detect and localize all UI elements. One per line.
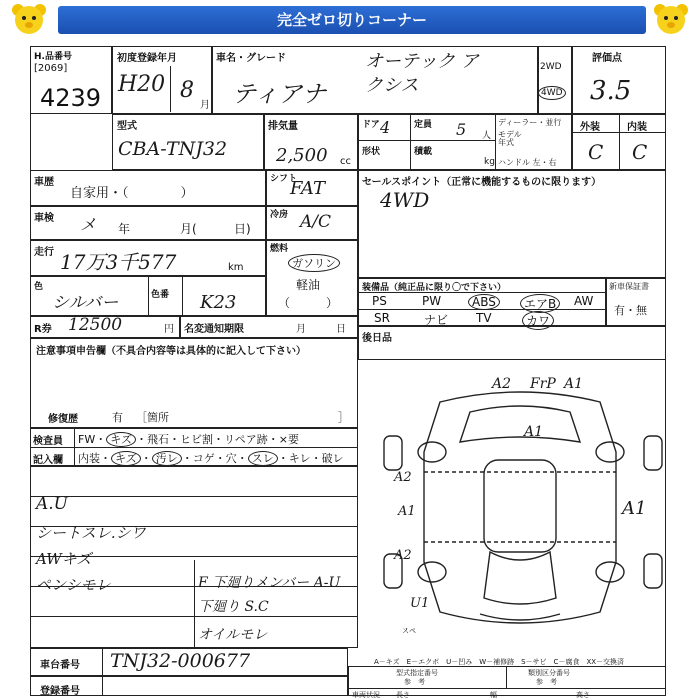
recycle-label: R券 [34, 324, 52, 335]
repair-place: ［箇所 [136, 411, 169, 424]
rating-value: 3.5 [590, 76, 632, 106]
model-grade: オーテック アクシス [365, 51, 479, 96]
ac-value: A/C [300, 212, 332, 232]
mark-front-a1: A1 [564, 376, 584, 392]
spec-right1: 類別区分番号 [528, 669, 570, 677]
repair-value: 有 [112, 411, 123, 424]
under-remark-2: 下廻り S.C [198, 599, 269, 615]
lot-sub-number: [2069] [34, 63, 68, 74]
spec-b3: 幅 [490, 691, 497, 699]
title-deadline-month: 月 [296, 324, 306, 335]
damage-legend: A－キズ E－エクボ U－凹み W－補修跡 S－サビ C－腐食 XX－交換済 [374, 658, 625, 666]
equip-tv: TV [476, 311, 492, 325]
registration-label: 登録番号 [40, 686, 80, 697]
chassis-value: TNJ32-000677 [110, 650, 251, 672]
dealer-label: ディーラー・並行 [498, 118, 562, 127]
spec-b2: 長さ [396, 691, 410, 699]
exterior-grade: C [588, 140, 604, 164]
type-value: CBA-TNJ32 [118, 138, 228, 160]
mascot-bear-icon-left [10, 2, 48, 36]
capacity-label: 定員 [414, 120, 433, 130]
mileage-unit: km [228, 262, 244, 273]
title-deadline-day: 日 [336, 324, 346, 335]
recycle-value: 12500 [68, 315, 123, 335]
remarks-line-1 [30, 496, 358, 497]
doors-label: ドア [362, 120, 380, 130]
inspection-label: 車検 [34, 213, 54, 224]
inspection-day: 日) [234, 222, 251, 236]
remark-2: シートスレ.シワ [36, 524, 146, 542]
mark-left-a2-lower: A2 [394, 548, 412, 563]
equip-sr: SR [374, 311, 390, 325]
usage-label: 車歴 [34, 177, 54, 188]
recycle-unit: 円 [164, 324, 174, 335]
equip-pw: PW [422, 294, 442, 308]
first-reg-year: H20 [118, 72, 166, 97]
spec-ref-divider [506, 666, 507, 688]
shift-value: FAT [290, 178, 325, 199]
spec-mid2: 参 考 [404, 678, 425, 686]
displacement-label: 排気量 [268, 121, 298, 132]
mark-rear-u1: U1 [410, 596, 430, 611]
after-list-cell [358, 326, 666, 360]
equip-navi: ナビ [424, 313, 449, 327]
remark-1: A.U [36, 494, 69, 514]
remarks-col-divider [194, 560, 195, 648]
first-reg-month: 8 [180, 78, 194, 103]
color-divider [148, 276, 149, 316]
shift-label: シフト [270, 174, 298, 184]
doors-divider [410, 114, 411, 170]
sales-point-label: セールスポイント（正常に機能するものに限ります） [362, 177, 602, 188]
mark-left-a2-upper: A2 [394, 470, 412, 485]
after-list-label: 後日品 [362, 333, 392, 344]
drive-2wd: 2WD [540, 62, 562, 72]
title-deadline-label: 名変通知期限 [184, 324, 244, 335]
ext-int-divider [619, 114, 620, 170]
exterior-label: 外装 [580, 122, 600, 133]
mileage-value: 17万3千577 [60, 250, 177, 274]
model-label: 車名・グレード [216, 53, 286, 64]
spec-right2: 参 考 [536, 678, 557, 686]
mark-front-frp: FrP [530, 376, 556, 392]
model-name: ティアナ [232, 80, 327, 108]
doors-value: 4 [380, 118, 391, 137]
capacity-value: 5 [456, 120, 467, 139]
fuel-bracket: （ ） [278, 296, 339, 310]
remark-4: ペンシモレ [36, 576, 111, 594]
interior-grade: C [632, 140, 648, 164]
ac-label: 冷房 [270, 210, 289, 220]
first-reg-divider [170, 66, 171, 112]
color-code: K23 [200, 292, 237, 313]
under-remark-3: オイルモレ [198, 627, 268, 643]
inspector-codes: FW・ キズ ・飛石・ヒビ割・リペア跡・×要 [78, 433, 299, 446]
mark-spare: スペ [402, 627, 416, 635]
repair-label: 修復歴 [48, 414, 78, 425]
mark-hood-a1: A1 [524, 424, 544, 440]
warranty-value: 有・無 [614, 304, 647, 317]
first-reg-label: 初度登録年月 [117, 53, 177, 64]
inspection-month: 月( [180, 222, 197, 236]
spec-mid1: 型式指定番号 [396, 669, 438, 677]
equip-leather: カワ [522, 311, 554, 330]
page-title: 完全ゼロ切りコーナー [58, 6, 646, 34]
inspector-label: 検査員 [33, 436, 63, 447]
repair-close: ］ [338, 411, 349, 424]
equip-aw: AW [574, 294, 594, 308]
first-reg-month-unit: 月 [200, 100, 210, 111]
color-code-label: 色番 [151, 290, 170, 300]
doors-row-divider [358, 140, 495, 141]
sales-point-value: 4WD [380, 188, 430, 212]
mark-left-a1: A1 [398, 504, 416, 519]
color-label: 色 [34, 282, 44, 292]
drive-4wd: 4WD [538, 86, 566, 100]
load-unit: kg [484, 157, 495, 167]
spec-b1: 車両状況 [352, 691, 380, 699]
equipment-label: 装備品（純正品に限り〇で下さい） [362, 283, 507, 293]
type-label: 型式 [117, 121, 137, 132]
lot-number: 4239 [40, 84, 102, 112]
spec-ref-row [348, 688, 666, 689]
mascot-bear-icon-right [652, 2, 690, 36]
fuel-gasoline: ガソリン [288, 254, 340, 272]
displacement-value: 2,500 [276, 145, 328, 166]
spec-b4: 高さ [576, 691, 590, 699]
handle-label: ハンドル 左・右 [498, 158, 557, 167]
notes-label: 注意事項申告欄（不具合内容等は具体的に記入して下さい） [36, 346, 306, 357]
displacement-unit: cc [340, 156, 351, 167]
mark-right-a1: A1 [622, 498, 647, 519]
load-label: 積載 [414, 147, 433, 157]
fuel-light-oil: 軽油 [296, 278, 321, 292]
warranty-label: 新車保証書 [609, 282, 649, 291]
equipment-row1 [358, 292, 606, 293]
chassis-label: 車台番号 [40, 660, 80, 671]
fuel-label: 燃料 [270, 244, 289, 254]
equip-abs: ABS [468, 294, 500, 310]
drive-cell [538, 46, 572, 114]
inspection-year-mark: メ [80, 215, 97, 234]
capacity-unit: 人 [482, 131, 492, 141]
shape-label: 形状 [362, 147, 381, 157]
record-label: 記入欄 [33, 455, 63, 466]
equip-airbag: エアB [520, 294, 560, 313]
equip-ps: PS [372, 294, 387, 308]
inspector-col-divider [74, 428, 75, 466]
interior-label: 内装 [627, 122, 647, 133]
color-value: シルバー [52, 293, 119, 313]
capacity-divider [495, 114, 496, 170]
color-code-divider [182, 276, 183, 316]
inspector-row-divider [30, 447, 358, 448]
model-year-label: モデル年式 [498, 130, 522, 147]
mileage-label: 走行 [34, 247, 54, 258]
rating-label: 評価点 [592, 53, 622, 64]
under-remark-1: F 下廻りメンバー A-U [198, 575, 341, 591]
record-codes: 内装・ キズ ・ 汚レ ・コゲ・穴・ スレ ・キレ・破レ [78, 452, 344, 465]
usage-value: 自家用・（ ） [70, 186, 194, 201]
lot-label: H.品番号 [34, 52, 72, 62]
inspection-cell [30, 206, 266, 240]
mark-front-a2: A2 [492, 376, 512, 392]
remark-3: AWキズ [36, 550, 92, 568]
inspection-year: 年 [118, 222, 131, 236]
